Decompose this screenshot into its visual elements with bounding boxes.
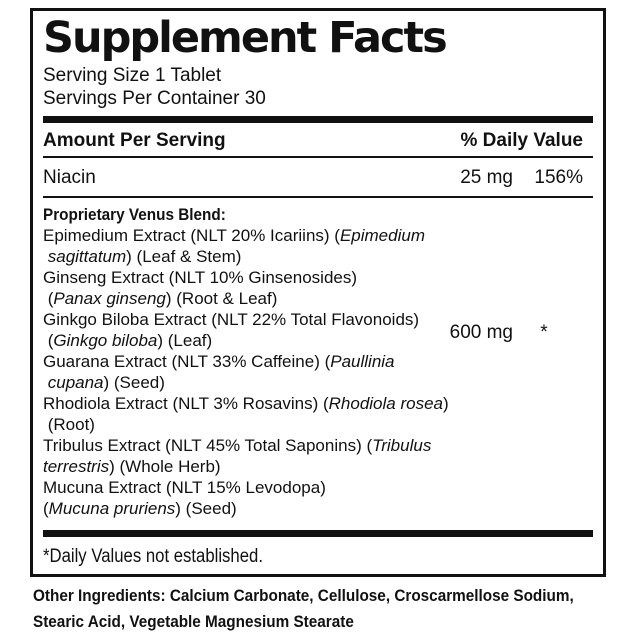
divider-thick-top bbox=[43, 116, 593, 123]
panel-title: Supplement Facts bbox=[43, 13, 446, 63]
blend-ingredient-line: (Root) bbox=[43, 415, 95, 434]
amount-per-serving-header: Amount Per Serving bbox=[43, 130, 226, 151]
blend-ingredient-line: cupana) (Seed) bbox=[47, 373, 165, 392]
blend-ingredient-line: (Ginkgo biloba) (Leaf) bbox=[43, 331, 213, 350]
other-ingredients bbox=[33, 583, 634, 635]
niacin-daily-value: 156% bbox=[534, 167, 583, 188]
other-ingredients-line1: Other Ingredients: Calcium Carbonate, Cellulose, Croscarmellose Sodium, bbox=[33, 586, 574, 605]
blend-ingredient-line: Ginseng Extract (NLT 10% Ginsenosides) bbox=[43, 268, 358, 287]
daily-value-footnote: *Daily Values not established. bbox=[43, 546, 263, 567]
blend-ingredient-line: Rhodiola Extract (NLT 3% Rosavins) (Rhodiola rosea) bbox=[43, 394, 449, 413]
proprietary-blend-row bbox=[43, 198, 593, 524]
daily-value-header: % Daily Value bbox=[460, 130, 583, 151]
blend-ingredient-line: Ginkgo Biloba Extract (NLT 22% Total Flavonoids) bbox=[43, 310, 420, 329]
blend-values bbox=[441, 204, 593, 343]
blend-amount: 600 mg bbox=[449, 322, 513, 343]
niacin-amount: 25 mg bbox=[460, 167, 513, 188]
blend-title: Proprietary Venus Blend: bbox=[43, 205, 226, 224]
serving-size-text: Serving Size 1 Tablet bbox=[43, 65, 222, 86]
niacin-name: Niacin bbox=[43, 167, 96, 188]
blend-ingredient-line: Mucuna Extract (NLT 15% Levodopa) bbox=[43, 478, 326, 497]
blend-ingredient-line: Epimedium Extract (NLT 20% Icariins) (Epimedium bbox=[43, 226, 425, 245]
blend-ingredient-line: (Mucuna pruriens) (Seed) bbox=[43, 499, 237, 518]
blend-ingredient-line: terrestris) (Whole Herb) bbox=[43, 457, 221, 476]
serving-info bbox=[43, 64, 593, 110]
blend-ingredient-line: sagittatum) (Leaf & Stem) bbox=[47, 247, 242, 266]
blend-ingredient-line: Tribulus Extract (NLT 45% Total Saponins) (Tribulus bbox=[43, 436, 432, 455]
other-ingredients-line2: Stearic Acid, Vegetable Magnesium Stearate bbox=[33, 612, 354, 631]
servings-per-container-text: Servings Per Container 30 bbox=[43, 88, 266, 109]
table-row bbox=[43, 158, 593, 198]
blend-daily-value: * bbox=[540, 322, 548, 343]
column-header-row bbox=[43, 123, 593, 158]
blend-ingredient-line: Guarana Extract (NLT 33% Caffeine) (Paullinia bbox=[43, 352, 395, 371]
divider-thick-bottom bbox=[43, 530, 593, 537]
supplement-facts-panel bbox=[30, 8, 606, 577]
blend-lines bbox=[43, 204, 449, 519]
blend-ingredient-line: (Panax ginseng) (Root & Leaf) bbox=[43, 289, 278, 308]
